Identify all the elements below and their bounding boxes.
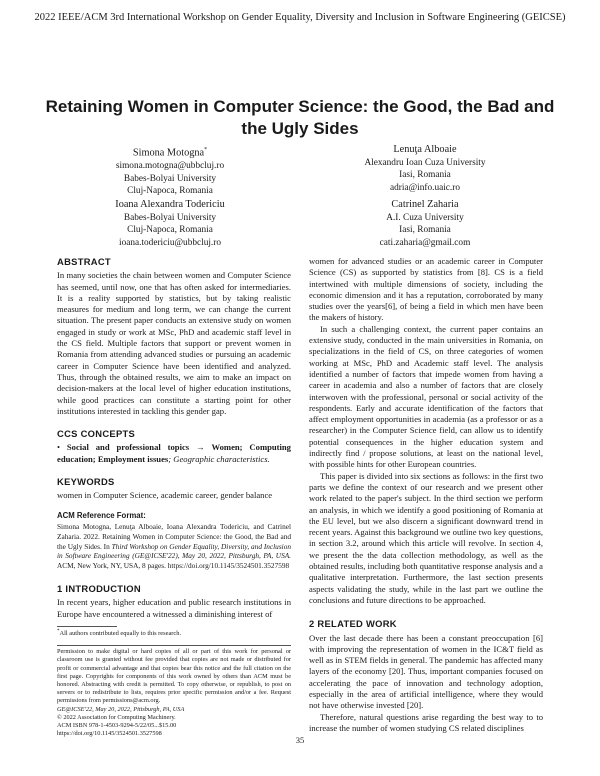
- right-paragraph-1: women for advanced studies or an academic career in Computer Science (CS) as supported by statistics from [8]. CS is a field intertwined with multiple dimensions of society, including the economic dimension and it has a reputation, corroborated by many studies over the years[6], of being a field in which men have been the makers of history.: [309, 256, 543, 323]
- acm-ref-heading: ACM Reference Format:: [57, 510, 146, 520]
- abstract-text: In many societies the chain between women and Computer Science has seemed, until now, one that has often asked for intermediaries. It is a reality supported by statistics, but by taking realistic measures for medium and long term, we can change the current situation. The present paper conducts an extensive study on women engaged in study or work at MSc, PhD and academic staff level in the CS field. Multiple factors that support or prevent women in Romania from attending advanced studies or pursuing an academic career in Computer Science have been identified and analyzed. Thus, through the obtained results, we aim to make an impact on decision-makers at the local level of higher education institutions, while good practices can constitute a starting point for other institutions interested in tackling this gender gap.: [57, 270, 291, 416]
- author-block-2: [315, 144, 535, 194]
- ccs-text: [57, 442, 291, 465]
- doi-link[interactable]: https://doi.org/10.1145/3524501.3527598: [57, 730, 162, 738]
- author-affiliation: Babes-Bolyai University: [123, 212, 217, 223]
- right-paragraph-2: In such a challenging context, the current paper contains an extensive study, conducted in the main universities in Romania, on specializations in the field of CS, on three categories of women working at MSc, PhD and Academic staff level. The analysis identified a number of factors that impede women from having a career in academia and also a number of factors that are closely interwoven with the professional, personal or social activity of the respondents. Early and accurate identification of the factors that affect employment opportunities in academia (as a professor or as a researcher) in the Computer Science field, can allow us to identify potential consequences in the higher education system and indirectly find / propose solutions, at least on the national level, with possible hints for other European countries.: [309, 323, 543, 470]
- author-name: Ioana Alexandra Todericiu: [115, 199, 225, 210]
- intro-heading: 1 INTRODUCTION: [57, 582, 141, 594]
- author-affiliation: A.I. Cuza University: [386, 212, 464, 223]
- author-block-1: [60, 144, 280, 198]
- left-column: [57, 256, 291, 738]
- keywords-text: women in Computer Science, academic career, gender balance: [57, 490, 273, 501]
- author-mark: *: [204, 147, 208, 153]
- right-paragraph-4: Over the last decade there has been a constant preoccupation [6] with improving the representation of women in the IC&T field as well as in STEM fields in general. The pandemic has affected many layers of the economy [20]. Thus, important companies focused on accelerating the pace of innovation and technology adoption, especially in the area of artificial intelligence, where they would not have otherwise invested [20].: [309, 632, 543, 711]
- isbn: ACM ISBN 978-1-4503-9294-5/22/05...$15.00: [57, 721, 177, 729]
- right-paragraph-5: Therefore, natural questions arise regarding the best way to to increase the number of women studying CS related disciplines: [309, 711, 543, 733]
- author-location: Cluj-Napoca, Romania: [127, 186, 213, 197]
- right-column: [309, 256, 543, 734]
- author-email: adria@info.uaic.ro: [390, 182, 460, 193]
- ccs-heading: CCS CONCEPTS: [57, 428, 136, 440]
- author-block-4: [315, 199, 535, 249]
- acm-ref-part1: Simona Motogna, Lenuţa Alboaie, Ioana Alexandra Todericiu, and Catrinel Zaharia. 2022. Retaining Women in Computer Science: the Good, the Bad and the Ugly Sides. In: [57, 521, 291, 551]
- footnote-text: All authors contributed equally to this research.: [59, 630, 182, 638]
- ccs-part1: Social and professional topics: [66, 442, 190, 453]
- permission-rule: [57, 645, 291, 646]
- acm-ref-venue: Third Workshop on Gender Equality, Diversity, and Inclusion in Software Engineering (GE@ICSE'22), May 20, 2022, Pittsburgh, PA, USA.: [57, 541, 291, 561]
- paper-title: Retaining Women in Computer Science: the Good, the Bad and the Ugly Sides: [45, 97, 555, 138]
- author-location: Cluj-Napoca, Romania: [127, 225, 213, 236]
- author-name: Simona Motogna: [132, 147, 205, 159]
- author-affiliation: Babes-Bolyai University: [123, 173, 217, 184]
- ccs-part3: ; Geographic characteristics.: [168, 453, 270, 464]
- ccs-part2: Women; Computing education; Employment issues: [57, 442, 291, 464]
- author-email: cati.zaharia@gmail.com: [379, 237, 471, 248]
- author-email: simona.motogna@ubbcluj.ro: [115, 161, 225, 172]
- abstract-heading: ABSTRACT: [57, 256, 111, 267]
- ccs-bullet: •: [57, 442, 61, 453]
- permission-text: Permission to make digital or hard copies of all or part of this work for personal or classroom use is granted without fee provided that copies are not made or distributed for profit or commercial advantage and that copies bear this notice and the full citation on the first page. Copyrights for components of this work owned by others than ACM must be honored. Abstracting with credit is permitted. To copy otherwise, or republish, to post on servers or to redistribute to lists, requires prior specific permission and/or a fee. Request permissions from permissions@acm.org.: [57, 648, 291, 705]
- author-affiliation: Alexandru Ioan Cuza University: [364, 157, 486, 168]
- author-location: Iasi, Romania: [399, 225, 451, 236]
- right-paragraph-3: This paper is divided into six sections as follows: in the first two parts we define the context of our research and we present other work related to the paper's subject. In the third section we perform an analysis, in which we identify a good positioning of Romania at the EU level, but we also discern a significant downward trend in recent years. Against this background we outline two key questions, in section 3.2, around which this article will revolve. In section 4, we present the the data collection methodology, as well as the obtained results, including both quantitative response analysis and a qualitative interpretation. Furthermore, the last section presents aspects validating the study, while in the last part we outline the conclusions and future directions to be approached.: [309, 470, 543, 605]
- author-block-3: [60, 199, 280, 249]
- ccs-arrow: →: [196, 442, 205, 453]
- keywords-heading: KEYWORDS: [57, 476, 115, 488]
- author-email: ioana.todericiu@ubbcluj.ro: [118, 237, 222, 248]
- related-work-heading: 2 RELATED WORK: [309, 618, 397, 630]
- footnote: *All authors contributed equally to this research.: [57, 629, 182, 638]
- permission-venue: GE@ICSE'22, May 20, 2022, Pittsburgh, PA, USA: [57, 705, 185, 713]
- conference-header: 2022 IEEE/ACM 3rd International Workshop on Gender Equality, Diversity and Inclusion in Software Engineering (GEICSE): [34, 12, 566, 23]
- author-name: Catrinel Zaharia: [391, 199, 459, 210]
- page-number: 35: [295, 735, 305, 745]
- copyright: © 2022 Association for Computing Machinery.: [57, 713, 176, 721]
- intro-text: In recent years, higher education and public research institutions in Europe have encountered a witnessed a diminishing interest of: [57, 597, 291, 619]
- author-name: Lenuţa Alboaie: [393, 144, 457, 155]
- author-location: Iasi, Romania: [399, 170, 451, 181]
- footnote-rule: [57, 626, 117, 627]
- acm-ref-part2: ACM, New York, NY, USA, 8 pages. https://doi.org/10.1145/3524501.3527598: [57, 561, 290, 571]
- acm-ref-text: [57, 522, 291, 571]
